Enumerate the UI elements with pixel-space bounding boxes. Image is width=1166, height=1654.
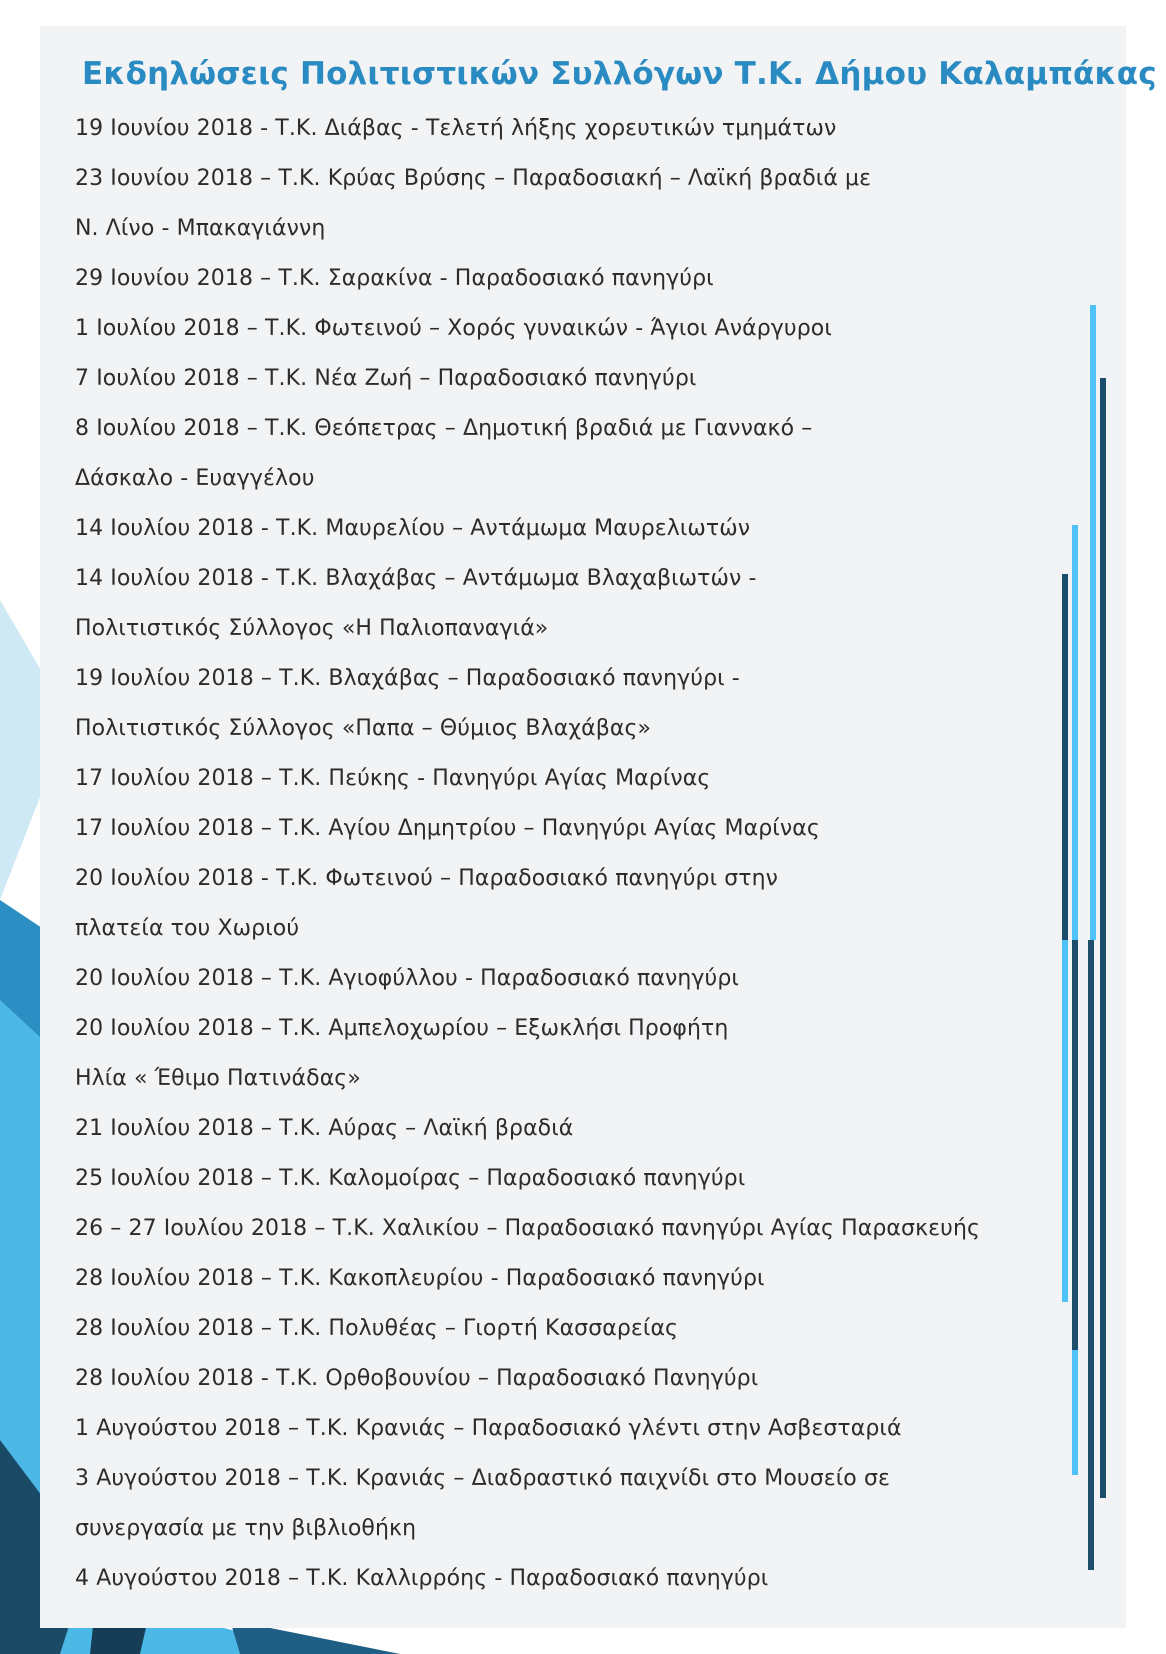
list-item: συνεργασία με την βιβλιοθήκη [75, 1516, 417, 1541]
list-item: 14 Ιουλίου 2018 - Τ.Κ. Μαυρελίου – Αντάμωμα Μαυρελιωτών [75, 516, 751, 541]
list-item: Πολιτιστικός Σύλλογος «Παπα – Θύμιος Βλαχάβας» [75, 716, 652, 741]
list-item: Ηλία « Έθιμο Πατινάδας» [75, 1066, 361, 1091]
accent-bar-light-1 [1090, 305, 1096, 940]
list-item: 7 Ιουλίου 2018 – Τ.Κ. Νέα Ζωή – Παραδοσιακό πανηγύρι [75, 366, 697, 391]
list-item: 19 Ιουλίου 2018 – Τ.Κ. Βλαχάβας – Παραδοσιακό πανηγύρι - [75, 666, 740, 691]
list-item: 17 Ιουλίου 2018 – Τ.Κ. Αγίου Δημητρίου – Πανηγύρι Αγίας Μαρίνας [75, 816, 820, 841]
list-item: Ν. Λίνο - Μπακαγιάννη [75, 216, 326, 241]
accent-bar-light-3 [1062, 940, 1068, 1302]
list-item: 20 Ιουλίου 2018 - Τ.Κ. Φωτεινού – Παραδοσιακό πανηγύρι στην [75, 866, 779, 891]
list-item: 3 Αυγούστου 2018 – Τ.Κ. Κρανιάς – Διαδραστικό παιχνίδι στο Μουσείο σε [75, 1466, 890, 1491]
list-item: 1 Αυγούστου 2018 – Τ.Κ. Κρανιάς – Παραδοσιακό γλέντι στην Ασβεσταριά [75, 1416, 902, 1441]
accent-bar-dark-4 [1088, 940, 1094, 1570]
list-item: 26 – 27 Ιουλίου 2018 – Τ.Κ. Χαλικίου – Παραδοσιακό πανηγύρι Αγίας Παρασκευής [75, 1216, 981, 1241]
list-item: πλατεία του Χωριού [75, 916, 300, 941]
list-item: 8 Ιουλίου 2018 – Τ.Κ. Θεόπετρας – Δημοτική βραδιά με Γιαννακό – [75, 416, 813, 441]
list-item: 28 Ιουλίου 2018 – Τ.Κ. Πολυθέας – Γιορτή Κασσαρείας [75, 1316, 679, 1341]
events-list [75, 104, 1055, 1604]
list-item: Πολιτιστικός Σύλλογος «Η Παλιοπαναγιά» [75, 616, 549, 641]
list-item: 17 Ιουλίου 2018 – Τ.Κ. Πεύκης - Πανηγύρι Αγίας Μαρίνας [75, 766, 711, 791]
list-item: 23 Ιουνίου 2018 – Τ.Κ. Κρύας Βρύσης – Παραδοσιακή – Λαϊκή βραδιά με [75, 166, 872, 191]
accent-bar-dark-2 [1062, 574, 1068, 940]
list-item: 25 Ιουλίου 2018 – Τ.Κ. Καλομοίρας – Παραδοσιακό πανηγύρι [75, 1166, 746, 1191]
page-title: Εκδηλώσεις Πολιτιστικών Συλλόγων Τ.Κ. Δήμου Καλαμπάκας [82, 56, 1157, 92]
list-item: 29 Ιουνίου 2018 – Τ.Κ. Σαρακίνα - Παραδοσιακό πανηγύρι [75, 266, 714, 291]
list-item: Δάσκαλο - Ευαγγέλου [75, 466, 315, 491]
accent-bar-dark-1 [1100, 378, 1106, 1498]
list-item: 14 Ιουλίου 2018 - Τ.Κ. Βλαχάβας – Αντάμωμα Βλαχαβιωτών - [75, 566, 757, 591]
list-item: 28 Ιουλίου 2018 – Τ.Κ. Κακοπλευρίου - Παραδοσιακό πανηγύρι [75, 1266, 765, 1291]
list-item: 28 Ιουλίου 2018 - Τ.Κ. Ορθοβουνίου – Παραδοσιακό Πανηγύρι [75, 1366, 759, 1391]
list-item: 21 Ιουλίου 2018 – Τ.Κ. Αύρας – Λαϊκή βραδιά [75, 1116, 574, 1141]
list-item: 20 Ιουλίου 2018 – Τ.Κ. Αγιοφύλλου - Παραδοσιακό πανηγύρι [75, 966, 739, 991]
list-item: 4 Αυγούστου 2018 – Τ.Κ. Καλλιρρόης - Παραδοσιακό πανηγύρι [75, 1566, 769, 1591]
accent-bar-dark-3 [1072, 940, 1078, 1350]
list-item: 1 Ιουλίου 2018 – Τ.Κ. Φωτεινού – Χορός γυναικών - Άγιοι Ανάργυροι [75, 316, 832, 341]
list-item: 20 Ιουλίου 2018 – Τ.Κ. Αμπελοχωρίου – Εξωκλήσι Προφήτη [75, 1016, 729, 1041]
list-item: 19 Ιουνίου 2018 - Τ.Κ. Διάβας - Τελετή λήξης χορευτικών τμημάτων [75, 116, 837, 141]
